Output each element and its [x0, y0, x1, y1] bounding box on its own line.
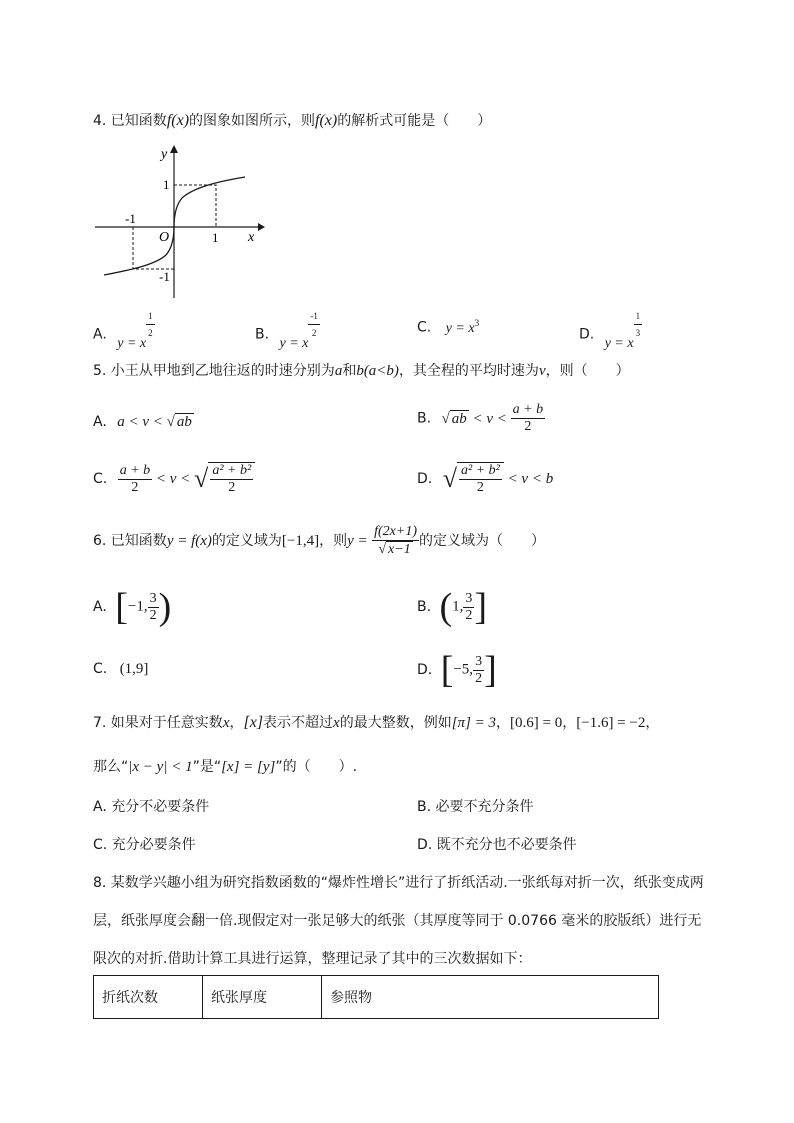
q6-option-b[interactable]: B. (1, $\frac{3}{2}$ ]	[417, 586, 488, 628]
x-axis-arrow	[258, 223, 265, 231]
q4-stem	[93, 110, 491, 130]
q6-option-a[interactable]: A. [−1, $\frac{3}{2}$ )	[93, 586, 172, 628]
q4-graph	[90, 140, 265, 305]
q7-option-d[interactable]: D. 既不充分也不必要条件	[417, 837, 577, 853]
tick-y-neg: -1	[159, 269, 170, 284]
y-axis-label: y	[161, 147, 168, 162]
q7-line2: 那么“|x − y| < 1”是“[x] = [y]”的（ ）.	[93, 759, 358, 775]
q8-line3: 限次的对折.借助计算工具进行运算，整理记录了其中的三次数据如下：	[93, 951, 532, 967]
q8-line2: 层，纸张厚度会翻一倍.现假定对一张足够大的纸张（其厚度等同于 0.0766 毫米的胶版纸）进行无	[93, 913, 702, 929]
tick-y-pos: 1	[163, 177, 170, 192]
q4-option-a[interactable]: A. y = x $\frac{1}{2}$	[93, 318, 155, 351]
q4-option-b[interactable]: B. y = x $\frac{-1}{2}$	[255, 318, 320, 351]
exp-frac: $\frac{1}{2}$	[146, 308, 155, 341]
y-axis-arrow	[170, 145, 178, 153]
q7-option-a[interactable]: A. 充分不必要条件	[93, 799, 210, 815]
origin-label: O	[159, 230, 170, 245]
q4-stem-a: 4. 已知函数	[93, 113, 167, 129]
x-axis-label: x	[248, 230, 255, 245]
q5-option-b[interactable]: B. √ ab < v < $\frac{a + b}{2}$	[417, 402, 544, 434]
q4-stem-c: 的解析式可能是（ ）	[337, 113, 492, 129]
q8-data-table	[93, 975, 659, 1019]
exp-frac: $\frac{1}{3}$	[634, 308, 643, 341]
q8-line1: 8. 某数学兴趣小组为研究指数函数的“爆炸性增长”进行了折纸活动.一张纸每对折一次，纸张变成两	[93, 875, 704, 891]
q5-option-c[interactable]: C. $\frac{a + b}{2}$ < v < √ $\frac{\text{a² + b²}}{2}$	[93, 462, 255, 496]
q7-line1: 7. 如果对于任意实数x，[x]表示不超过x的最大整数，例如[π] = 3，[0.6] = 0，[−1.6] = −2，	[93, 714, 660, 731]
q6-option-d[interactable]: D. [−5, $\frac{3}{2}$ ]	[417, 649, 497, 691]
q4-fx-2: f(x)	[315, 112, 338, 129]
exp-frac: $\frac{-1}{2}$	[308, 308, 320, 341]
q7-option-c[interactable]: C. 充分必要条件	[93, 837, 196, 853]
q5-option-a[interactable]: A. a < v < √ ab	[93, 414, 192, 430]
q4-stem-b: 的图象如图所示，则	[189, 113, 316, 129]
table-header-cell: 参照物	[322, 976, 659, 1019]
q4-fx-1: f(x)	[166, 112, 190, 129]
table-header-row	[94, 976, 659, 1019]
table-header-cell: 折纸次数	[94, 976, 203, 1019]
table-header-cell: 纸张厚度	[203, 976, 322, 1019]
q4-option-d[interactable]: D. y = x $\frac{1}{3}$	[579, 318, 642, 351]
q4-option-c[interactable]: C. $y = x^3$	[417, 318, 480, 336]
q5-option-d[interactable]: D. √ $\frac{\text{a² + b²}}{2}$ < v < b	[417, 463, 554, 495]
tick-x-neg: -1	[125, 211, 136, 226]
q5-stem: 5. 小王从甲地到乙地往返的时速分别为a和b(a<b)，其全程的平均时速为v，则（ ）	[93, 363, 630, 379]
guide-pos	[174, 185, 216, 227]
q6-option-c[interactable]: C. (1,9]	[93, 661, 149, 677]
q6-stem: 6. 已知函数y = f(x)的定义域为[−1,4]，则y = $\frac{f(2x+1)}{√ x-1}$ 的定义域为（ ）	[93, 524, 545, 557]
q7-option-b[interactable]: B. 必要不充分条件	[417, 799, 534, 815]
q6-fraction: $\frac{f(2x+1)}{√ x-1}$	[374, 524, 417, 557]
tick-x-pos: 1	[212, 230, 219, 245]
